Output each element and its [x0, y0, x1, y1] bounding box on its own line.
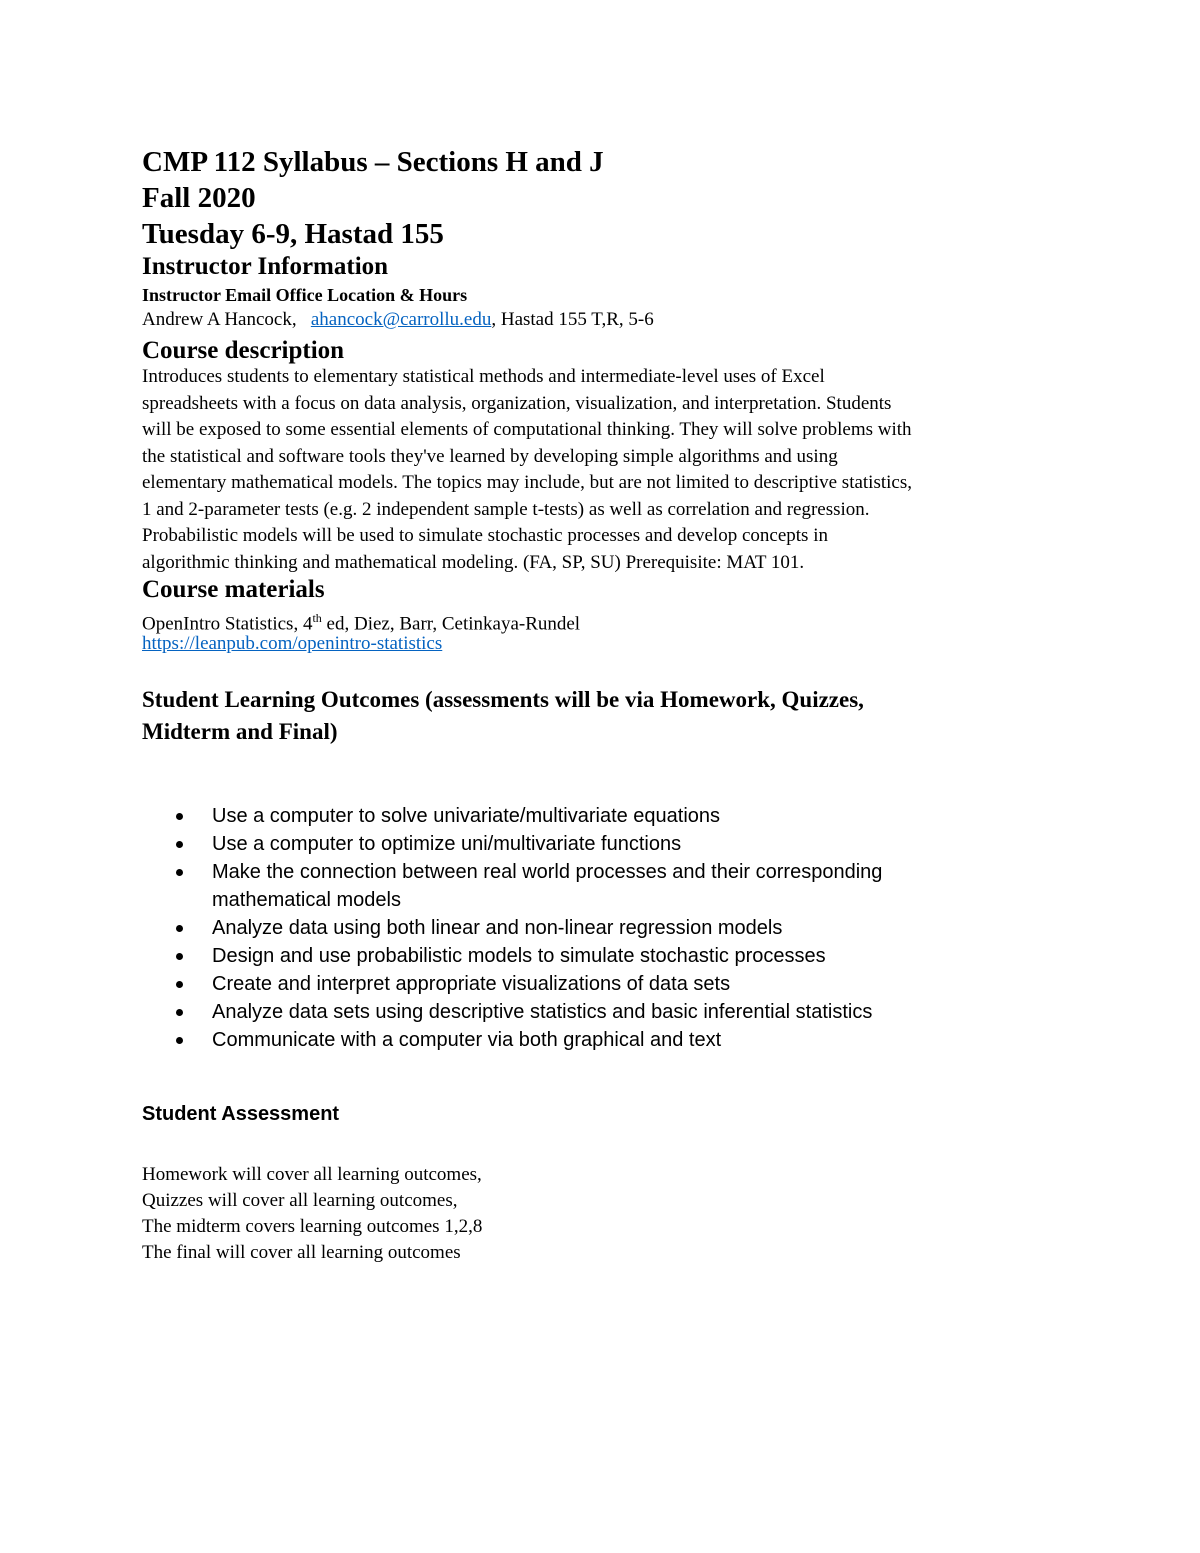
list-item: Create and interpret appropriate visualizations of data sets [0, 970, 882, 998]
term-heading: Fall 2020 [142, 182, 256, 214]
bullet-icon [176, 813, 183, 820]
bullet-icon [176, 953, 183, 960]
description-line: algorithmic thinking and mathematical modeling. (FA, SP, SU) Prerequisite: MAT 101. [142, 551, 805, 573]
course-materials-link[interactable]: https://leanpub.com/openintro-statistics [142, 633, 443, 654]
book-title: OpenIntro Statistics, 4 [142, 613, 313, 635]
bullet-icon [176, 981, 183, 988]
description-line: Introduces students to elementary statistical methods and intermediate-level uses of Excel [142, 366, 825, 387]
student-assessment-heading: Student Assessment [142, 1103, 340, 1125]
description-line: spreadsheets with a focus on data analysis, organization, visualization, and interpretation. Students [142, 392, 892, 414]
description-line: Probabilistic models will be used to simulate stochastic processes and develop concepts in [142, 525, 828, 546]
list-item: Analyze data using both linear and non-linear regression models [0, 914, 882, 942]
assessment-line: The final will cover all learning outcomes [142, 1242, 461, 1263]
edition-superscript: th [312, 611, 322, 625]
book-authors: ed, Diez, Barr, Cetinkaya-Rundel [321, 613, 581, 635]
instructor-name: Andrew A Hancock, [142, 309, 297, 330]
bullet-icon [176, 925, 183, 932]
schedule-heading: Tuesday 6-9, Hastad 155 [142, 218, 444, 250]
learning-outcomes-heading: Student Learning Outcomes (assessments will be via Homework, Quizzes, [142, 687, 864, 712]
list-item: Communicate with a computer via both graphical and text [0, 1026, 882, 1054]
course-materials-link-row [142, 631, 442, 657]
description-line: the statistical and software tools they've learned by developing simple algorithms and using [142, 445, 838, 467]
instructor-office: , Hastad 155 T,R, 5-6 [491, 309, 654, 330]
description-line: elementary mathematical models. The topics may include, but are not limited to descriptive statistics, [142, 472, 912, 493]
instructor-columns-label: Instructor Email Office Location & Hours [142, 285, 468, 305]
description-line: 1 and 2-parameter tests (e.g. 2 independent sample t-tests) as well as correlation and regression. [142, 498, 870, 520]
instructor-email-link[interactable]: ahancock@carrollu.edu [310, 309, 492, 330]
list-item: Analyze data sets using descriptive statistics and basic inferential statistics [0, 998, 882, 1026]
bullet-icon [176, 1037, 183, 1044]
instructor-heading: Instructor Information [142, 253, 389, 280]
list-item: Use a computer to solve univariate/multivariate equations [0, 802, 882, 830]
page-title: CMP 112 Syllabus – Sections H and J [142, 146, 604, 178]
course-description-heading: Course description [142, 337, 345, 364]
course-materials-heading: Course materials [142, 576, 325, 603]
assessment-line: Quizzes will cover all learning outcomes, [142, 1190, 458, 1211]
learning-outcomes-list [0, 802, 882, 1054]
assessment-line: The midterm covers learning outcomes 1,2,8 [142, 1216, 483, 1237]
course-description-text [142, 364, 1072, 576]
description-line: will be exposed to some essential elements of computational thinking. They will solve problems with [142, 419, 912, 440]
bullet-icon [176, 1009, 183, 1016]
list-item: Use a computer to optimize uni/multivariate functions [0, 830, 882, 858]
list-item: Make the connection between real world processes and their corresponding mathematical models [0, 858, 882, 914]
list-item: Design and use probabilistic models to simulate stochastic processes [0, 942, 882, 970]
assessment-line: Homework will cover all learning outcomes, [142, 1164, 482, 1185]
student-assessment-text [142, 1162, 482, 1266]
instructor-row [142, 307, 654, 333]
learning-outcomes-heading-cont: Midterm and Final) [142, 719, 338, 744]
bullet-icon [176, 841, 183, 848]
bullet-icon [176, 869, 183, 876]
